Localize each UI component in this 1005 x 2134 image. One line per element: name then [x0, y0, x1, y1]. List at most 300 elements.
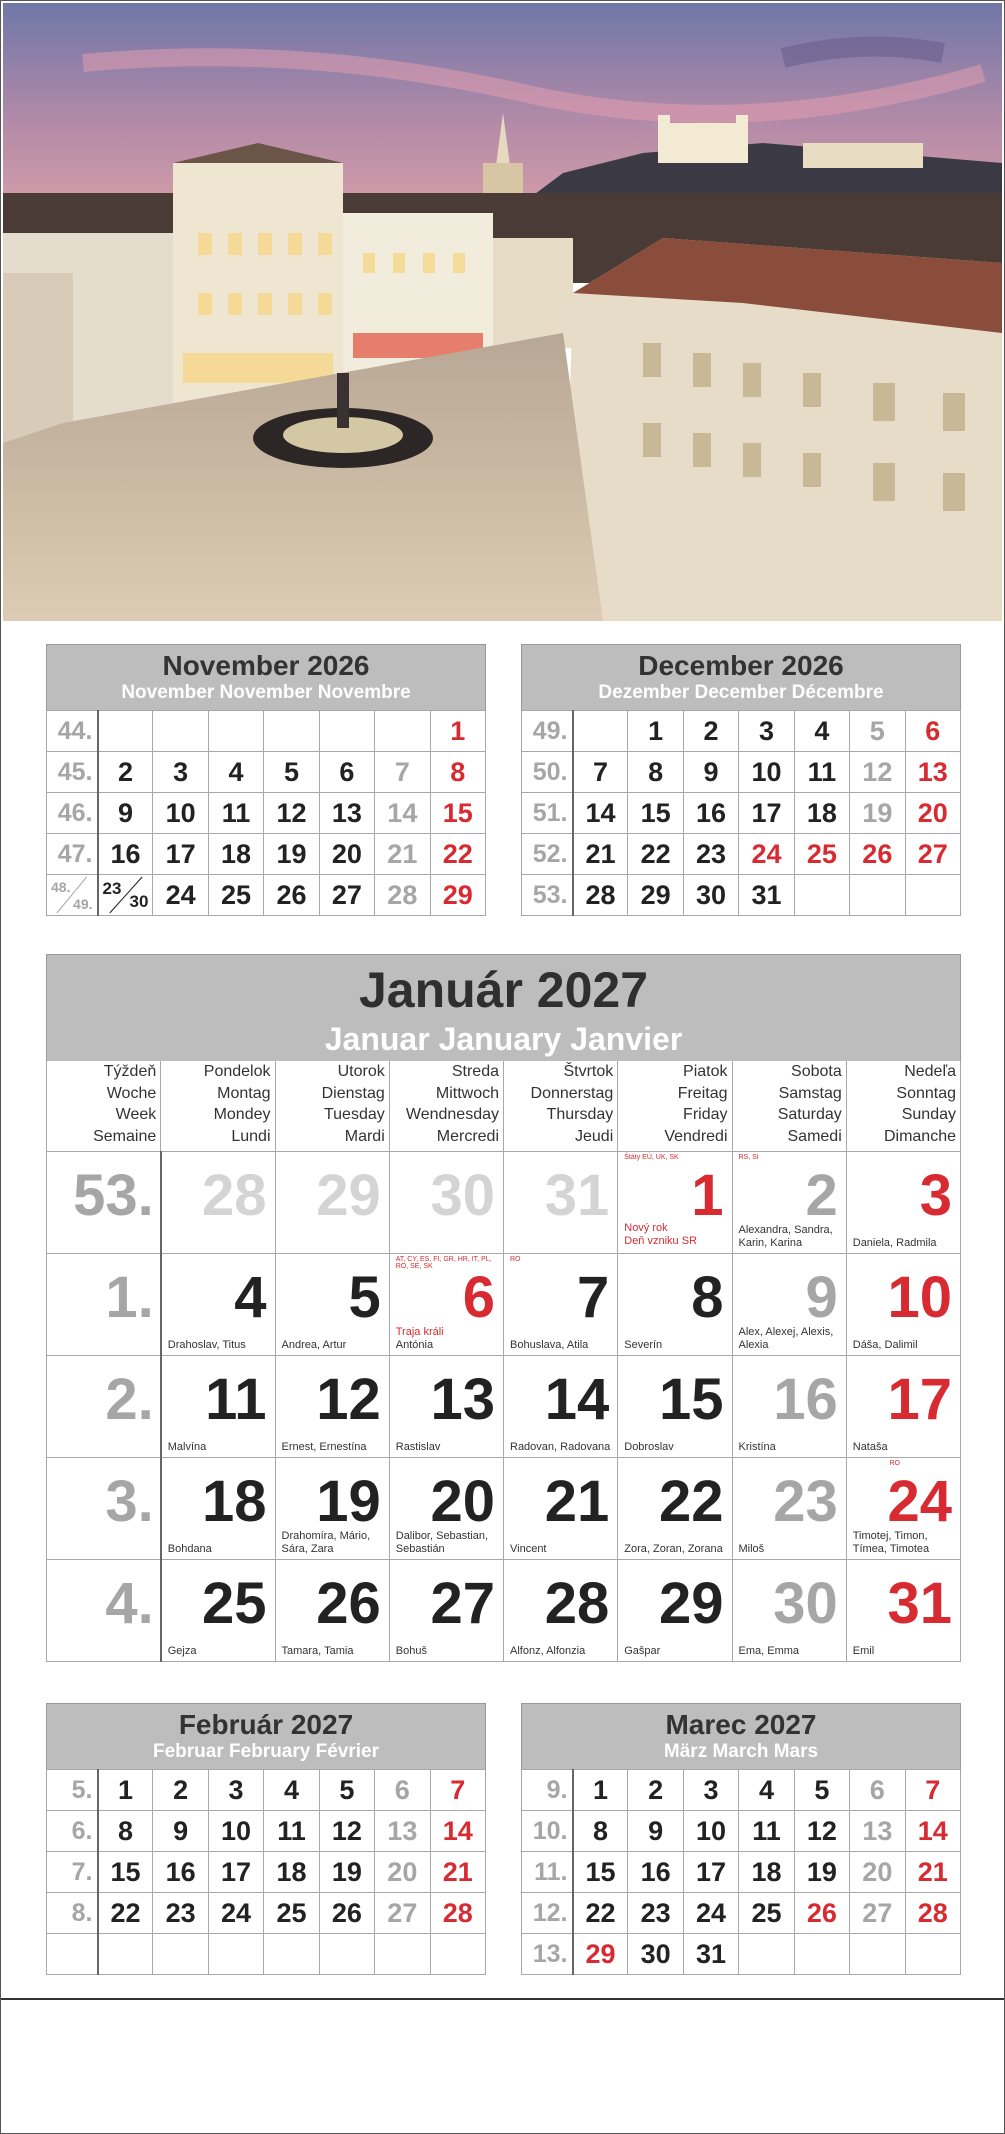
day-cell: 13 — [905, 752, 960, 793]
day-cell: 7 — [573, 752, 628, 793]
day-cell — [389, 1253, 503, 1355]
day-cell: 18 — [739, 1852, 794, 1893]
day-number: 29 — [316, 1162, 381, 1228]
name-day: Alex, Alexej, Alexis, Alexia — [738, 1325, 834, 1351]
week-row — [47, 793, 486, 834]
week-row — [522, 793, 961, 834]
name-day: Bohuš — [395, 1644, 427, 1657]
name-day: Bohdana — [167, 1542, 212, 1555]
day-cell — [504, 1253, 618, 1355]
day-cell — [573, 711, 628, 752]
day-cell — [389, 1151, 503, 1253]
week-row — [47, 1253, 961, 1355]
week-row — [522, 1811, 961, 1852]
day-cell: 6 — [319, 752, 374, 793]
day-cell — [153, 711, 208, 752]
day-number: 21 — [544, 1468, 610, 1534]
day-cell: 15 — [628, 793, 683, 834]
week-number: 10. — [522, 1811, 573, 1852]
week-row — [47, 875, 486, 916]
day-cell: 12 — [794, 1811, 849, 1852]
day-number: 23 — [773, 1468, 838, 1534]
day-cell — [846, 1253, 960, 1355]
day-number: 22 — [658, 1468, 724, 1534]
day-cell-split — [98, 875, 153, 916]
day-cell: 12 — [319, 1811, 374, 1852]
day-cell: 1 — [573, 1770, 628, 1811]
day-cell: 25 — [208, 875, 263, 916]
day-cell — [264, 711, 319, 752]
name-day: Rastislav — [395, 1440, 441, 1453]
week-row — [522, 752, 961, 793]
month-november-2026 — [46, 644, 486, 916]
week-number: 4. — [105, 1570, 154, 1636]
day-cell: 4 — [264, 1770, 319, 1811]
week-number: 49. — [522, 711, 573, 752]
week-row — [47, 1457, 961, 1559]
day-cell: 28 — [573, 875, 628, 916]
day-cell — [504, 1457, 618, 1559]
day-cell: 22 — [573, 1893, 628, 1934]
week-number: 2. — [105, 1366, 154, 1432]
day-number: 12 — [316, 1366, 381, 1432]
day-cell: 10 — [739, 752, 794, 793]
day-cell: 30 — [683, 875, 738, 916]
day-cell: 19 — [850, 793, 905, 834]
day-number: 28 — [544, 1570, 610, 1636]
day-cell — [389, 1355, 503, 1457]
day-cell — [905, 875, 960, 916]
week-number: 11. — [522, 1852, 573, 1893]
day-cell: 31 — [739, 875, 794, 916]
week-row — [47, 711, 486, 752]
day-cell: 26 — [850, 834, 905, 875]
day-cell: 1 — [628, 711, 683, 752]
week-row — [47, 752, 486, 793]
name-day: Vincent — [510, 1542, 547, 1555]
day-cell: 3 — [153, 752, 208, 793]
day-cell: 27 — [850, 1893, 905, 1934]
day-cell — [846, 1355, 960, 1457]
day-cell: 17 — [153, 834, 208, 875]
day-cell: 11 — [208, 793, 263, 834]
day-number: 17 — [887, 1366, 952, 1432]
month-december-2026 — [521, 644, 961, 916]
day-cell — [846, 1151, 960, 1253]
week-row — [47, 1934, 486, 1975]
day-cell: 2 — [98, 752, 153, 793]
week-row — [47, 1151, 961, 1253]
week-number: 53. — [73, 1162, 154, 1228]
day-cell: 12 — [264, 793, 319, 834]
day-cell: 27 — [905, 834, 960, 875]
day-cell: 24 — [153, 875, 208, 916]
week-row — [522, 834, 961, 875]
day-cell: 20 — [905, 793, 960, 834]
day-cell: 14 — [430, 1811, 485, 1852]
day-cell: 3 — [208, 1770, 263, 1811]
day-cell: 8 — [573, 1811, 628, 1852]
month-grid — [46, 1061, 961, 1662]
month-title: December 2026 — [638, 650, 844, 681]
month-title: Január 2027 — [358, 962, 649, 1018]
header-photo — [3, 3, 1002, 621]
day-number: 19 — [316, 1468, 381, 1534]
month-grid — [521, 1769, 961, 1975]
week-number: 12. — [522, 1893, 573, 1934]
day-cell: 20 — [375, 1852, 430, 1893]
weekday-header-week: Týždeň Woche Week Semaine — [47, 1061, 161, 1151]
divider-line — [1, 1998, 1005, 2000]
day-number: 10 — [887, 1264, 952, 1330]
day-number: 2 — [805, 1162, 838, 1228]
day-cell — [794, 1934, 849, 1975]
day-cell: 5 — [850, 711, 905, 752]
day-cell: 7 — [905, 1770, 960, 1811]
day-cell: 22 — [628, 834, 683, 875]
week-number: 6. — [47, 1811, 98, 1852]
day-number: 31 — [544, 1162, 610, 1228]
day-cell: 6 — [905, 711, 960, 752]
day-cell: 8 — [628, 752, 683, 793]
day-cell — [504, 1355, 618, 1457]
day-cell: 9 — [98, 793, 153, 834]
day-number: 15 — [658, 1366, 724, 1432]
day-cell: 23 — [153, 1893, 208, 1934]
day-cell: 21 — [430, 1852, 485, 1893]
week-row — [47, 1852, 486, 1893]
day-cell: 21 — [573, 834, 628, 875]
day-cell: 16 — [98, 834, 153, 875]
day-cell: 21 — [905, 1852, 960, 1893]
name-day: Ema, Emma — [738, 1644, 800, 1657]
day-cell: 25 — [739, 1893, 794, 1934]
month-title: November 2026 — [162, 650, 370, 681]
name-day: Malvína — [167, 1440, 207, 1453]
weekday-header-sunday: Nedeľa Sonntag Sunday Dimanche — [846, 1061, 960, 1151]
day-cell: 29 — [628, 875, 683, 916]
holiday-countries: RO — [889, 1459, 900, 1467]
week-row — [47, 1893, 486, 1934]
day-cell — [153, 1934, 208, 1975]
day-cell: 1 — [430, 711, 485, 752]
day-cell — [618, 1151, 732, 1253]
day-cell — [850, 875, 905, 916]
day-cell — [161, 1559, 275, 1661]
day-number: 18 — [201, 1468, 267, 1534]
day-cell — [275, 1253, 389, 1355]
day-cell: 5 — [264, 752, 319, 793]
week-number-a: 48. — [51, 879, 71, 895]
day-cell: 11 — [739, 1811, 794, 1852]
day-number: 1 — [691, 1162, 724, 1228]
day-cell — [618, 1457, 732, 1559]
day-cell: 26 — [264, 875, 319, 916]
day-cell — [208, 1934, 263, 1975]
day-cell: 19 — [319, 1852, 374, 1893]
day-cell — [430, 1934, 485, 1975]
week-row — [522, 1934, 961, 1975]
week-row — [522, 711, 961, 752]
weekday-header-thursday: Štvrtok Donnerstag Thursday Jeudi — [504, 1061, 618, 1151]
week-number: 5. — [47, 1770, 98, 1811]
week-number: 52. — [522, 834, 573, 875]
day-cell — [794, 875, 849, 916]
day-cell: 7 — [375, 752, 430, 793]
day-cell: 30 — [628, 1934, 683, 1975]
day-cell: 28 — [375, 875, 430, 916]
day-cell — [905, 1934, 960, 1975]
day-cell — [275, 1151, 389, 1253]
holiday-countries: AT, CY, ES, FI, GR, HR, IT, PL, RO, SE, SK — [395, 1255, 492, 1270]
day-number: 28 — [201, 1162, 267, 1228]
week-row — [47, 1811, 486, 1852]
day-cell — [739, 1934, 794, 1975]
day-split-b: 30 — [129, 892, 149, 911]
day-number: 25 — [201, 1570, 267, 1636]
holiday-countries: Štáty EÚ, UK, SK — [624, 1153, 679, 1161]
day-cell — [732, 1355, 846, 1457]
day-cell: 2 — [153, 1770, 208, 1811]
day-number: 3 — [919, 1162, 952, 1228]
day-cell: 10 — [208, 1811, 263, 1852]
week-number: 47. — [47, 834, 98, 875]
day-cell — [264, 1934, 319, 1975]
day-number: 30 — [773, 1570, 838, 1636]
day-cell — [618, 1253, 732, 1355]
weekday-header-friday: Piatok Freitag Friday Vendredi — [618, 1061, 732, 1151]
day-number: 14 — [544, 1366, 610, 1432]
week-number: 45. — [47, 752, 98, 793]
day-cell: 17 — [208, 1852, 263, 1893]
day-number: 20 — [430, 1468, 495, 1534]
day-cell: 10 — [153, 793, 208, 834]
day-cell — [161, 1355, 275, 1457]
month-title: Február 2027 — [178, 1709, 354, 1740]
day-cell: 17 — [739, 793, 794, 834]
day-cell — [732, 1457, 846, 1559]
day-cell: 13 — [319, 793, 374, 834]
day-cell: 21 — [375, 834, 430, 875]
week-number: 53. — [522, 875, 573, 916]
day-cell: 5 — [319, 1770, 374, 1811]
day-cell: 4 — [739, 1770, 794, 1811]
month-header — [46, 644, 486, 710]
day-cell: 18 — [794, 793, 849, 834]
name-day: Dalibor, Sebastian, Sebastián — [395, 1529, 489, 1555]
week-row — [47, 1355, 961, 1457]
week-number-cell — [47, 1151, 161, 1253]
name-day: Antónia — [395, 1338, 434, 1351]
day-number: 31 — [887, 1570, 952, 1636]
day-cell: 9 — [628, 1811, 683, 1852]
day-cell: 4 — [208, 752, 263, 793]
holiday-name: Nový rok Deň vzniku SR — [624, 1221, 698, 1247]
day-cell: 9 — [153, 1811, 208, 1852]
day-number: 16 — [773, 1366, 838, 1432]
day-number: 4 — [234, 1264, 267, 1330]
day-cell: 14 — [375, 793, 430, 834]
month-subtitle: Dezember December Décembre — [598, 682, 884, 703]
day-cell: 16 — [628, 1852, 683, 1893]
day-cell — [319, 1934, 374, 1975]
name-day: Daniela, Radmila — [852, 1236, 937, 1249]
day-cell — [161, 1151, 275, 1253]
week-row — [522, 1770, 961, 1811]
month-january-2027 — [46, 954, 961, 1662]
day-cell: 11 — [264, 1811, 319, 1852]
day-cell — [732, 1253, 846, 1355]
day-cell: 8 — [98, 1811, 153, 1852]
day-number: 8 — [691, 1264, 724, 1330]
day-cell — [389, 1559, 503, 1661]
week-number: 51. — [522, 793, 573, 834]
day-cell: 16 — [153, 1852, 208, 1893]
day-cell: 4 — [794, 711, 849, 752]
name-day: Dáša, Dalimil — [852, 1338, 918, 1351]
holiday-name: Traja králi — [395, 1325, 444, 1338]
week-number: 50. — [522, 752, 573, 793]
day-cell: 9 — [683, 752, 738, 793]
day-cell: 24 — [683, 1893, 738, 1934]
day-cell — [732, 1559, 846, 1661]
day-cell: 7 — [430, 1770, 485, 1811]
day-cell: 26 — [319, 1893, 374, 1934]
weekday-header-tuesday: Utorok Dienstag Tuesday Mardi — [275, 1061, 389, 1151]
name-day: Tamara, Tamia — [281, 1644, 354, 1657]
week-number: 8. — [47, 1893, 98, 1934]
weekday-header-monday: Pondelok Montag Mondey Lundi — [161, 1061, 275, 1151]
month-subtitle: März March Mars — [663, 1741, 819, 1762]
day-cell: 23 — [628, 1893, 683, 1934]
day-cell — [504, 1151, 618, 1253]
day-cell: 25 — [794, 834, 849, 875]
day-cell — [389, 1457, 503, 1559]
weekday-header-row — [47, 1061, 961, 1151]
week-row — [47, 1770, 486, 1811]
day-cell — [850, 1934, 905, 1975]
name-day: Bohuslava, Atila — [510, 1338, 589, 1351]
day-cell: 8 — [430, 752, 485, 793]
name-day: Severín — [624, 1338, 663, 1351]
day-cell: 1 — [98, 1770, 153, 1811]
week-number: 3. — [105, 1468, 154, 1534]
month-subtitle: Februar February Février — [153, 1741, 379, 1762]
day-cell — [375, 1934, 430, 1975]
week-number: 9. — [522, 1770, 573, 1811]
week-number: 44. — [47, 711, 98, 752]
week-number-cell — [47, 1253, 161, 1355]
week-number-b: 49. — [73, 896, 93, 912]
week-row — [522, 1852, 961, 1893]
day-cell: 22 — [98, 1893, 153, 1934]
month-march-2027 — [521, 1703, 961, 1975]
day-cell: 27 — [375, 1893, 430, 1934]
day-cell — [319, 711, 374, 752]
week-number-cell — [47, 1559, 161, 1661]
name-day: Drahoslav, Titus — [167, 1338, 246, 1351]
week-number-split — [47, 875, 98, 916]
week-row — [47, 834, 486, 875]
day-number: 27 — [430, 1570, 495, 1636]
day-number: 7 — [576, 1264, 610, 1330]
month-grid — [46, 710, 486, 916]
day-cell: 29 — [573, 1934, 628, 1975]
day-cell: 15 — [98, 1852, 153, 1893]
day-cell: 2 — [683, 711, 738, 752]
name-day: Ernest, Ernestína — [281, 1440, 367, 1453]
name-day: Radovan, Radovana — [510, 1440, 611, 1453]
day-cell: 14 — [573, 793, 628, 834]
day-cell: 28 — [430, 1893, 485, 1934]
week-number: 13. — [522, 1934, 573, 1975]
day-number: 24 — [887, 1468, 952, 1534]
day-cell: 6 — [850, 1770, 905, 1811]
day-cell: 19 — [794, 1852, 849, 1893]
day-cell — [208, 711, 263, 752]
name-day: Emil — [852, 1644, 875, 1657]
day-cell: 6 — [375, 1770, 430, 1811]
day-cell — [98, 711, 153, 752]
week-number: 1. — [105, 1264, 154, 1330]
day-number: 6 — [462, 1264, 495, 1330]
day-cell: 31 — [683, 1934, 738, 1975]
day-cell — [98, 1934, 153, 1975]
month-grid — [46, 1769, 486, 1975]
day-cell: 16 — [683, 793, 738, 834]
day-cell: 23 — [683, 834, 738, 875]
day-cell: 15 — [430, 793, 485, 834]
name-day: Zora, Zoran, Zorana — [624, 1542, 723, 1555]
name-day: Timotej, Timon, Tímea, Timotea — [852, 1529, 930, 1555]
day-cell: 15 — [573, 1852, 628, 1893]
day-number: 13 — [430, 1366, 495, 1432]
name-day: Andrea, Artur — [281, 1338, 347, 1351]
name-day: Kristína — [738, 1440, 776, 1453]
day-cell: 29 — [430, 875, 485, 916]
day-cell: 13 — [850, 1811, 905, 1852]
day-cell — [275, 1559, 389, 1661]
day-cell — [846, 1559, 960, 1661]
week-row — [522, 1893, 961, 1934]
day-cell: 19 — [264, 834, 319, 875]
day-cell — [504, 1559, 618, 1661]
day-cell: 13 — [375, 1811, 430, 1852]
day-cell — [732, 1151, 846, 1253]
week-row — [47, 1559, 961, 1661]
day-cell — [275, 1355, 389, 1457]
day-cell: 12 — [850, 752, 905, 793]
month-title: Marec 2027 — [665, 1709, 817, 1740]
day-number: 5 — [348, 1264, 381, 1330]
day-cell — [375, 711, 430, 752]
day-cell: 14 — [905, 1811, 960, 1852]
name-day: Miloš — [738, 1542, 765, 1555]
name-day: Nataša — [852, 1440, 888, 1453]
month-subtitle: November November Novembre — [121, 682, 411, 703]
day-cell: 22 — [430, 834, 485, 875]
month-february-2027 — [46, 1703, 486, 1975]
month-subtitle: Januar January Janvier — [324, 1021, 683, 1057]
week-row — [522, 875, 961, 916]
week-number: 7. — [47, 1852, 98, 1893]
holiday-countries: RO — [510, 1255, 521, 1263]
day-split-a: 23 — [102, 879, 122, 898]
day-cell: 20 — [319, 834, 374, 875]
name-day: Alfonz, Alfonzia — [510, 1644, 586, 1657]
week-number-cell — [47, 1355, 161, 1457]
day-number: 29 — [658, 1570, 724, 1636]
